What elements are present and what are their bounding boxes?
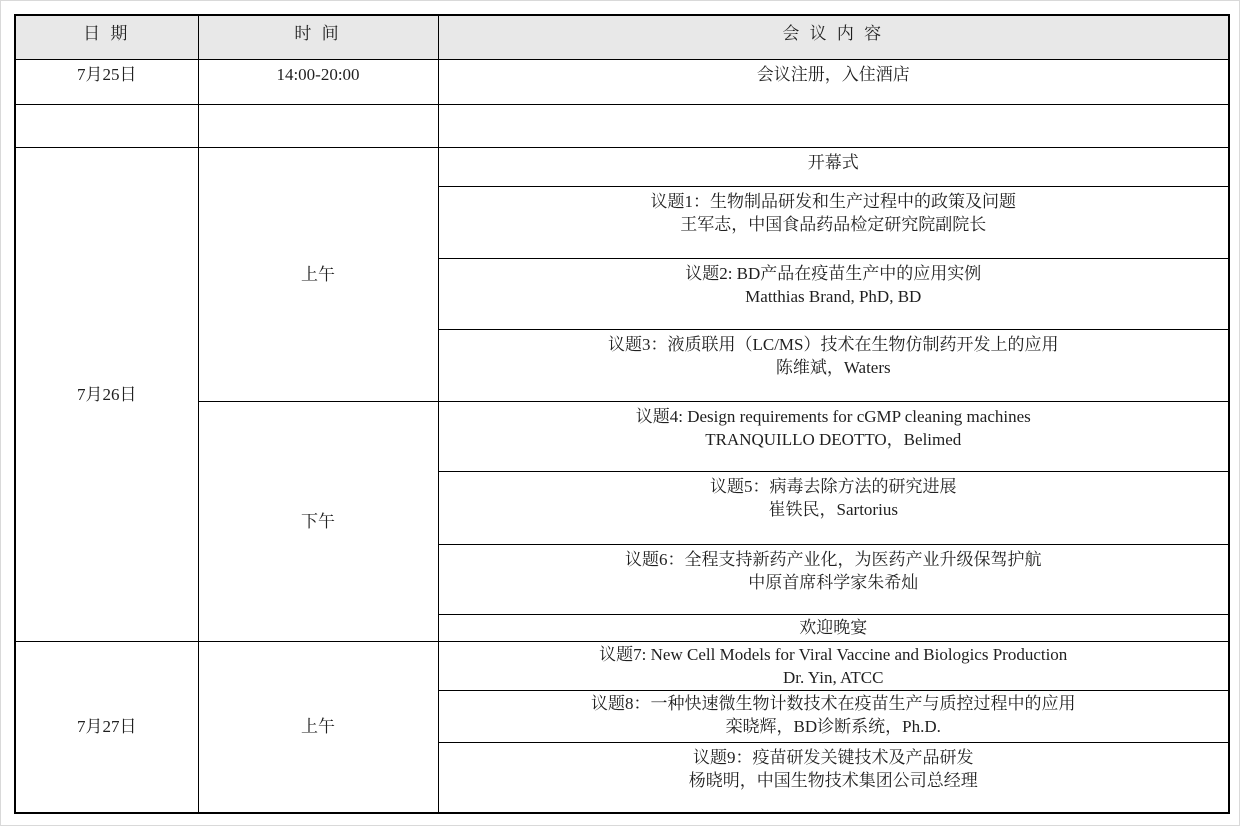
event-speaker: 崔铁民，Sartorius [768,499,898,519]
event-speaker: TRANQUILLO DEOTTO，Belimed [705,429,962,449]
event-row-topic4 [15,401,1229,471]
event-title: 议题5：病毒去除方法的研究进展 [710,476,957,496]
header-row [15,15,1229,59]
date-cell-jul26: 7月26日 [15,147,198,641]
event-speaker: Dr. Yin, ATCC [783,667,884,687]
event-title: 议题9：疫苗研发关键技术及产品研发 [693,747,974,767]
header-date: 日 期 [15,15,198,59]
header-content: 会 议 内 容 [438,15,1229,59]
event-title: 开幕式 [438,147,1229,186]
event-registration: 会议注册，入住酒店 [438,59,1229,104]
event-title: 议题6：全程支持新药产业化，为医药产业升级保驾护航 [625,549,1042,569]
event-title: 议题3：液质联用（LC/MS）技术在生物仿制药开发上的应用 [607,334,1059,354]
event-title: 议题7: New Cell Models for Viral Vaccine and Biologics Production [599,644,1068,664]
event-title: 议题4: Design requirements for cGMP cleaning machines [635,406,1031,426]
event-row-topic7 [15,641,1229,690]
time-cell-jul27-morning: 上午 [198,641,438,813]
event-row-opening [15,147,1229,186]
event-speaker: 栾晓辉，BD诊断系统，Ph.D. [725,716,941,736]
row-jul25 [15,59,1229,104]
time-cell-jul26-morning: 上午 [198,147,438,401]
event-speaker: 杨晓明，中国生物技术集团公司总经理 [688,770,978,790]
event-speaker: 王军志，中国食品药品检定研究院副院长 [680,214,987,234]
row-empty [15,104,1229,147]
header-time: 时 间 [198,15,438,59]
conference-schedule-table [14,14,1230,814]
event-speaker: Matthias Brand, PhD, BD [745,286,922,306]
event-title: 议题8：一种快速微生物计数技术在疫苗生产与质控过程中的应用 [591,693,1076,713]
time-cell-jul25: 14:00-20:00 [198,59,438,104]
empty-time-cell [198,104,438,147]
empty-date-cell [15,104,198,147]
event-speaker: 陈维斌，Waters [775,357,891,377]
date-cell-jul25: 7月25日 [15,59,198,104]
event-title: 议题2: BD产品在疫苗生产中的应用实例 [685,263,982,283]
time-cell-jul26-afternoon: 下午 [198,401,438,641]
date-cell-jul27: 7月27日 [15,641,198,813]
empty-content-cell [438,104,1229,147]
event-speaker: 中原首席科学家朱希灿 [748,572,919,592]
event-title: 欢迎晚宴 [438,614,1229,641]
event-title: 议题1：生物制品研发和生产过程中的政策及问题 [650,191,1016,211]
